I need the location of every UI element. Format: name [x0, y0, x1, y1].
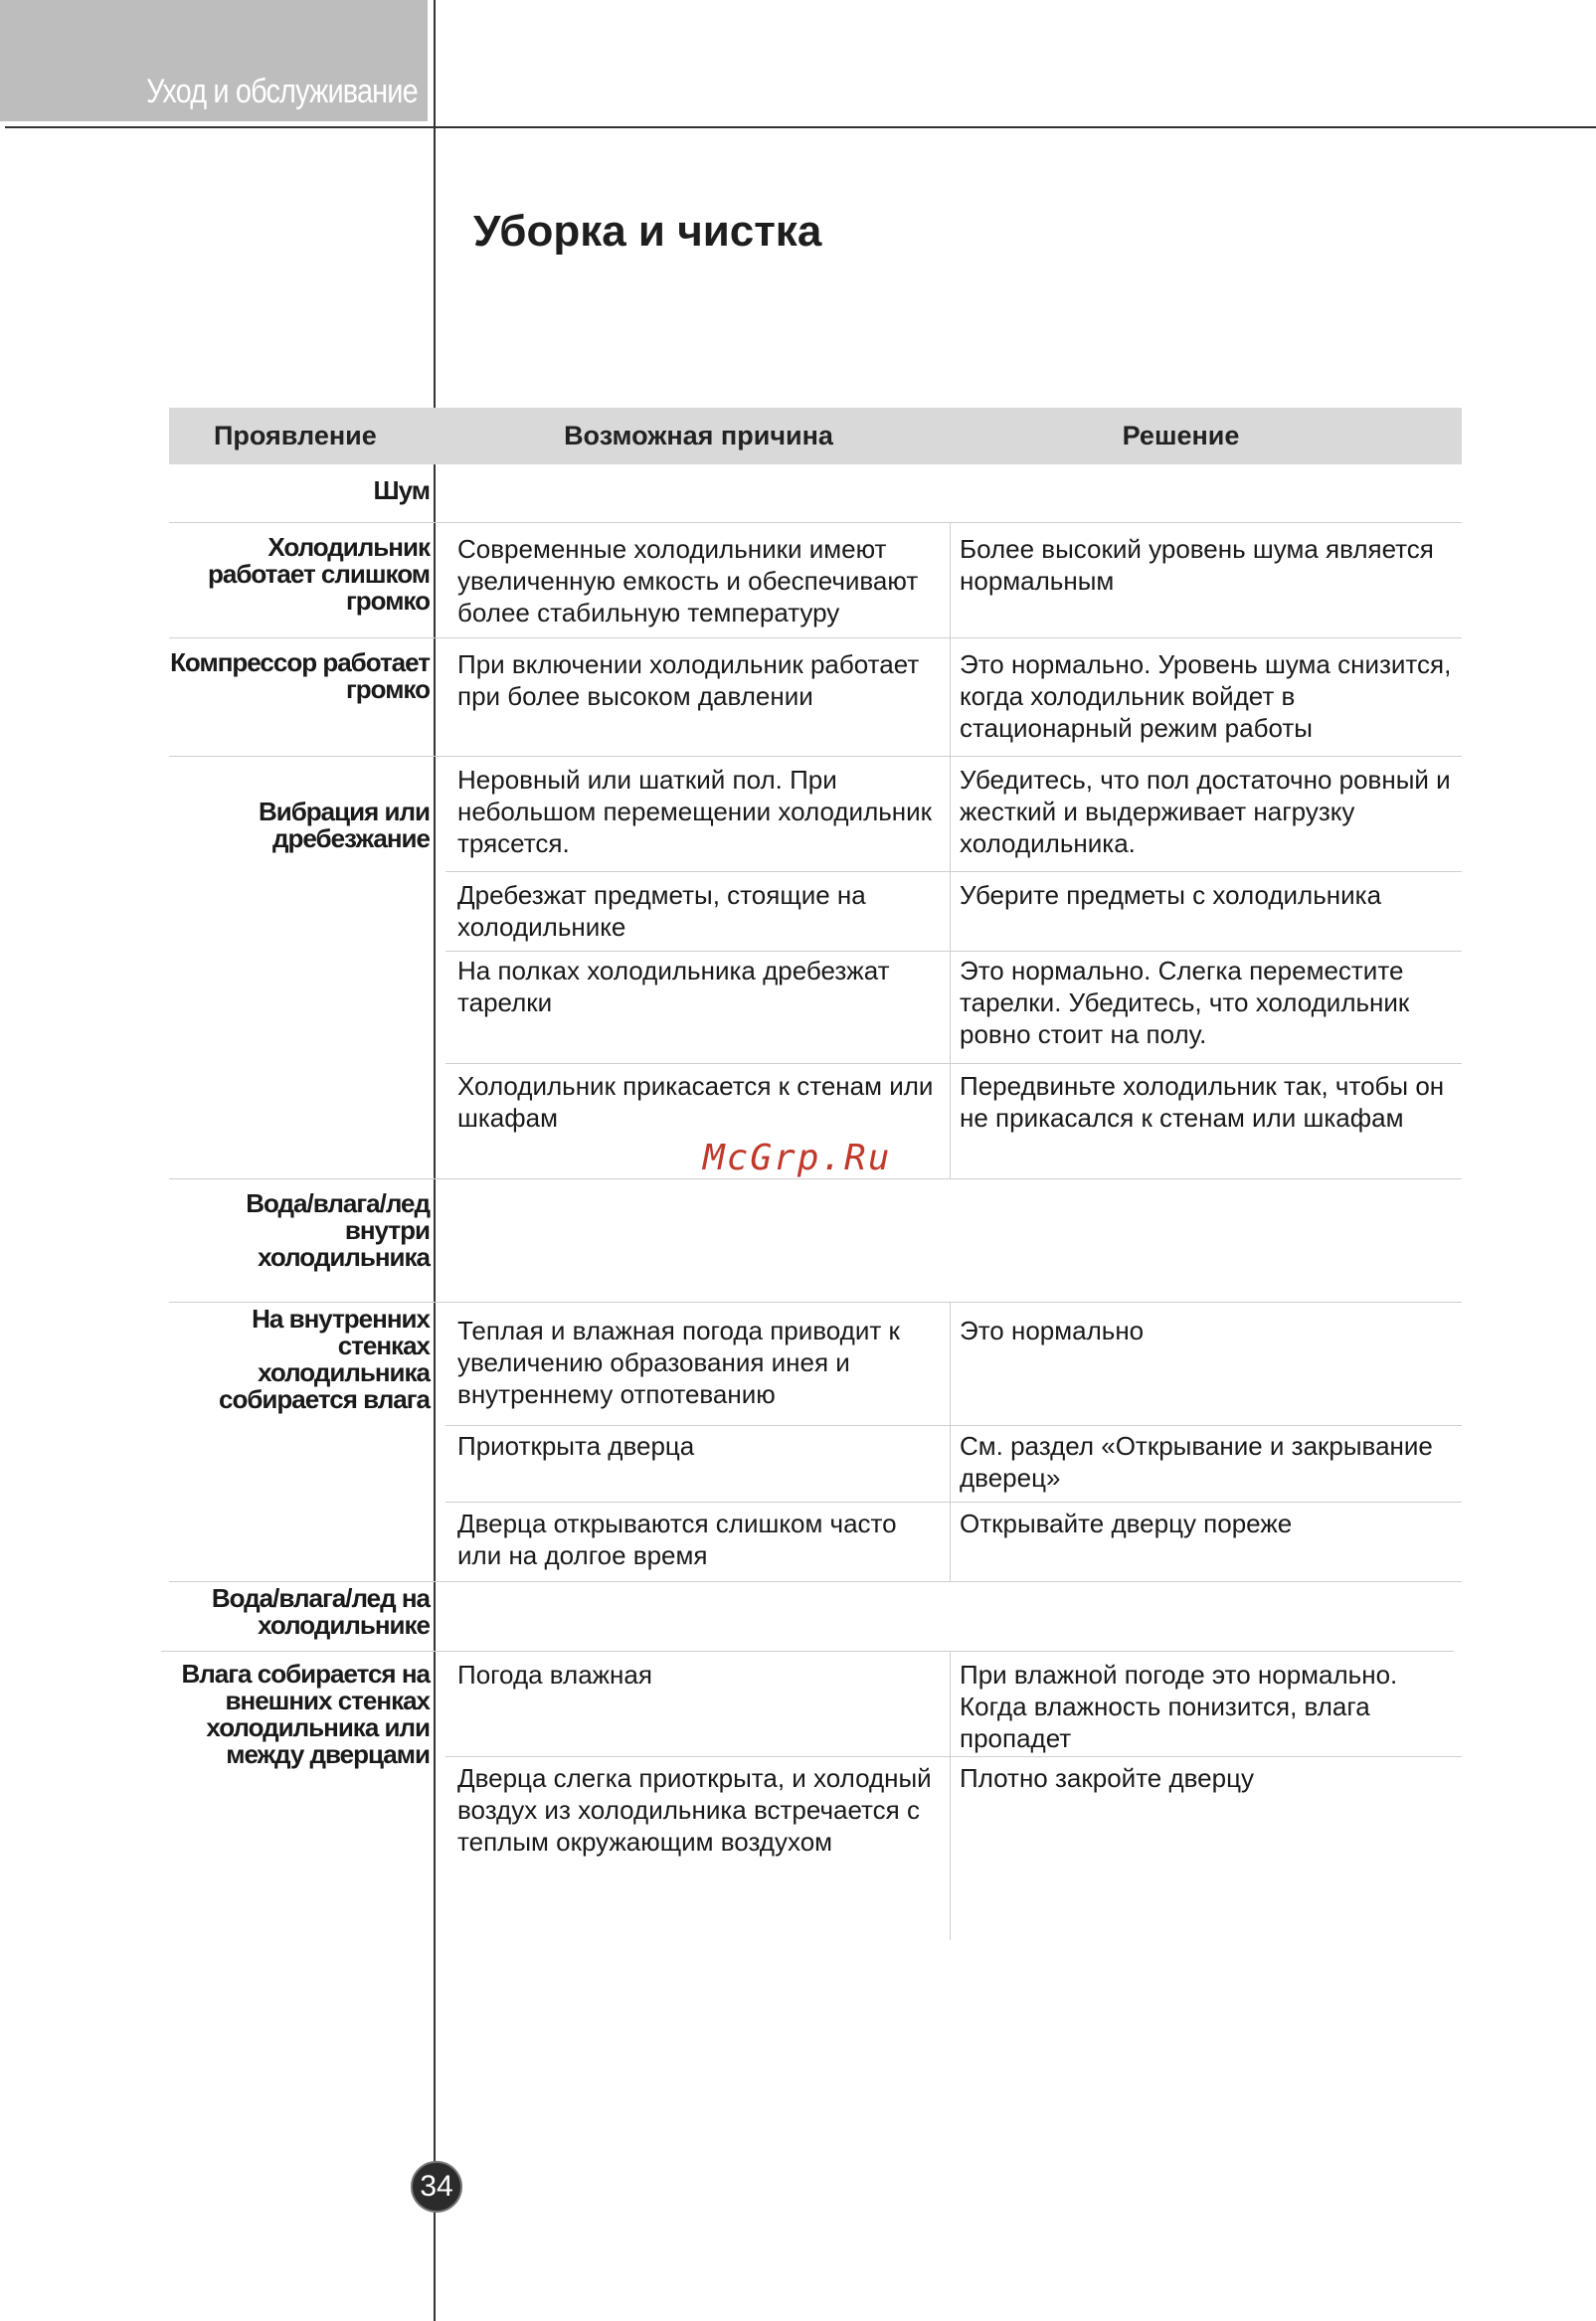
cause-text: Дверца открываются слишком часто или на долгое время	[457, 1509, 897, 1570]
solution-text: Открывайте дверцу пореже	[960, 1509, 1293, 1538]
symptom-loud-compressor: Компрессор работает громко	[170, 647, 430, 704]
symptom-water-inside: Вода/влага/лед внутри холодильника	[246, 1188, 430, 1272]
row-divider	[445, 1063, 1462, 1064]
cause-text: На полках холодильника дребезжат тарелки	[457, 956, 890, 1017]
vertical-divider	[434, 0, 436, 2321]
row-divider	[169, 756, 1462, 757]
row-divider	[445, 951, 1462, 952]
solution-text: Уберите предметы с холодильника	[960, 880, 1382, 910]
row-divider	[169, 637, 1462, 638]
symptom-vibration: Вибрация или дребезжание	[258, 797, 430, 853]
solution-text: Это нормально. Слегка переместите тарелки. Убедитесь, что холодильник ровно стоит на полу.	[960, 956, 1410, 1049]
solution-text: Более высокий уровень шума является нормальным	[960, 534, 1434, 596]
section-header-label: Уход и обслуживание	[146, 73, 418, 110]
column-divider	[950, 523, 951, 1178]
page-number: 34	[411, 2161, 462, 2213]
header-divider	[5, 126, 1596, 128]
symptom-outer-moisture: Влага собирается на внешних стенках холодильника или между дверцами	[181, 1659, 430, 1769]
watermark-text: McGrp.Ru	[703, 1138, 892, 1178]
solution-text: При влажной погоде это нормально. Когда влажность понизится, влага пропадет	[960, 1660, 1398, 1753]
cause-text: Неровный или шаткий пол. При небольшом перемещении холодильник трясется.	[457, 765, 933, 858]
symptom-water-outside: Вода/влага/лед на холодильнике	[211, 1583, 430, 1640]
row-divider	[445, 1425, 1462, 1426]
solution-text: Убедитесь, что пол достаточно ровный и жесткий и выдерживает нагрузку холодильника.	[960, 765, 1451, 858]
row-divider	[445, 871, 1462, 872]
column-divider	[950, 1652, 951, 1940]
symptom-inner-moisture: На внутренних стенках холодильника собирается влага	[219, 1304, 430, 1414]
column-divider	[950, 1303, 951, 1581]
column-header-symptom: Проявление	[214, 421, 377, 450]
cause-text: Современные холодильники имеют увеличенную емкость и обеспечивают более стабильную температуру	[457, 534, 919, 627]
table-header	[169, 408, 1462, 464]
row-divider	[161, 1651, 1454, 1652]
row-divider	[169, 1178, 1462, 1179]
cause-text: Погода влажная	[457, 1660, 652, 1690]
cause-text: Дребезжат предметы, стоящие на холодильнике	[457, 880, 866, 942]
page-title: Уборка и чистка	[473, 207, 822, 256]
cause-text: При включении холодильник работает при более высоком давлении	[457, 649, 920, 711]
column-header-cause: Возможная причина	[564, 421, 833, 450]
column-header-solution: Решение	[1122, 421, 1240, 450]
solution-text: Это нормально	[960, 1316, 1145, 1345]
row-divider	[169, 522, 1462, 523]
solution-text: Передвиньте холодильник так, чтобы он не прикасался к стенам или шкафам	[960, 1071, 1445, 1133]
section-header-tab	[0, 0, 428, 121]
solution-text: Плотно закройте дверцу	[960, 1763, 1254, 1793]
cause-text: Холодильник прикасается к стенам или шкафам	[457, 1071, 934, 1133]
row-divider	[445, 1502, 1462, 1503]
solution-text: Это нормально. Уровень шума снизится, когда холодильник войдет в стационарный режим работы	[960, 649, 1452, 743]
row-divider	[169, 1302, 1462, 1303]
symptom-loud-fridge: Холодильник работает слишком громко	[208, 532, 430, 616]
cause-text: Теплая и влажная погода приводит к увеличению образования инея и внутреннему отпотеванию	[457, 1316, 900, 1409]
cause-text: Приоткрыта дверца	[457, 1431, 695, 1461]
cause-text: Дверца слегка приоткрыта, и холодный воздух из холодильника встречается с теплым окружающим воздухом	[457, 1763, 932, 1857]
solution-text: См. раздел «Открывание и закрывание дверец»	[960, 1431, 1433, 1493]
symptom-noise: Шум	[373, 475, 430, 505]
row-divider	[445, 1756, 1462, 1757]
row-divider	[169, 1581, 1462, 1582]
